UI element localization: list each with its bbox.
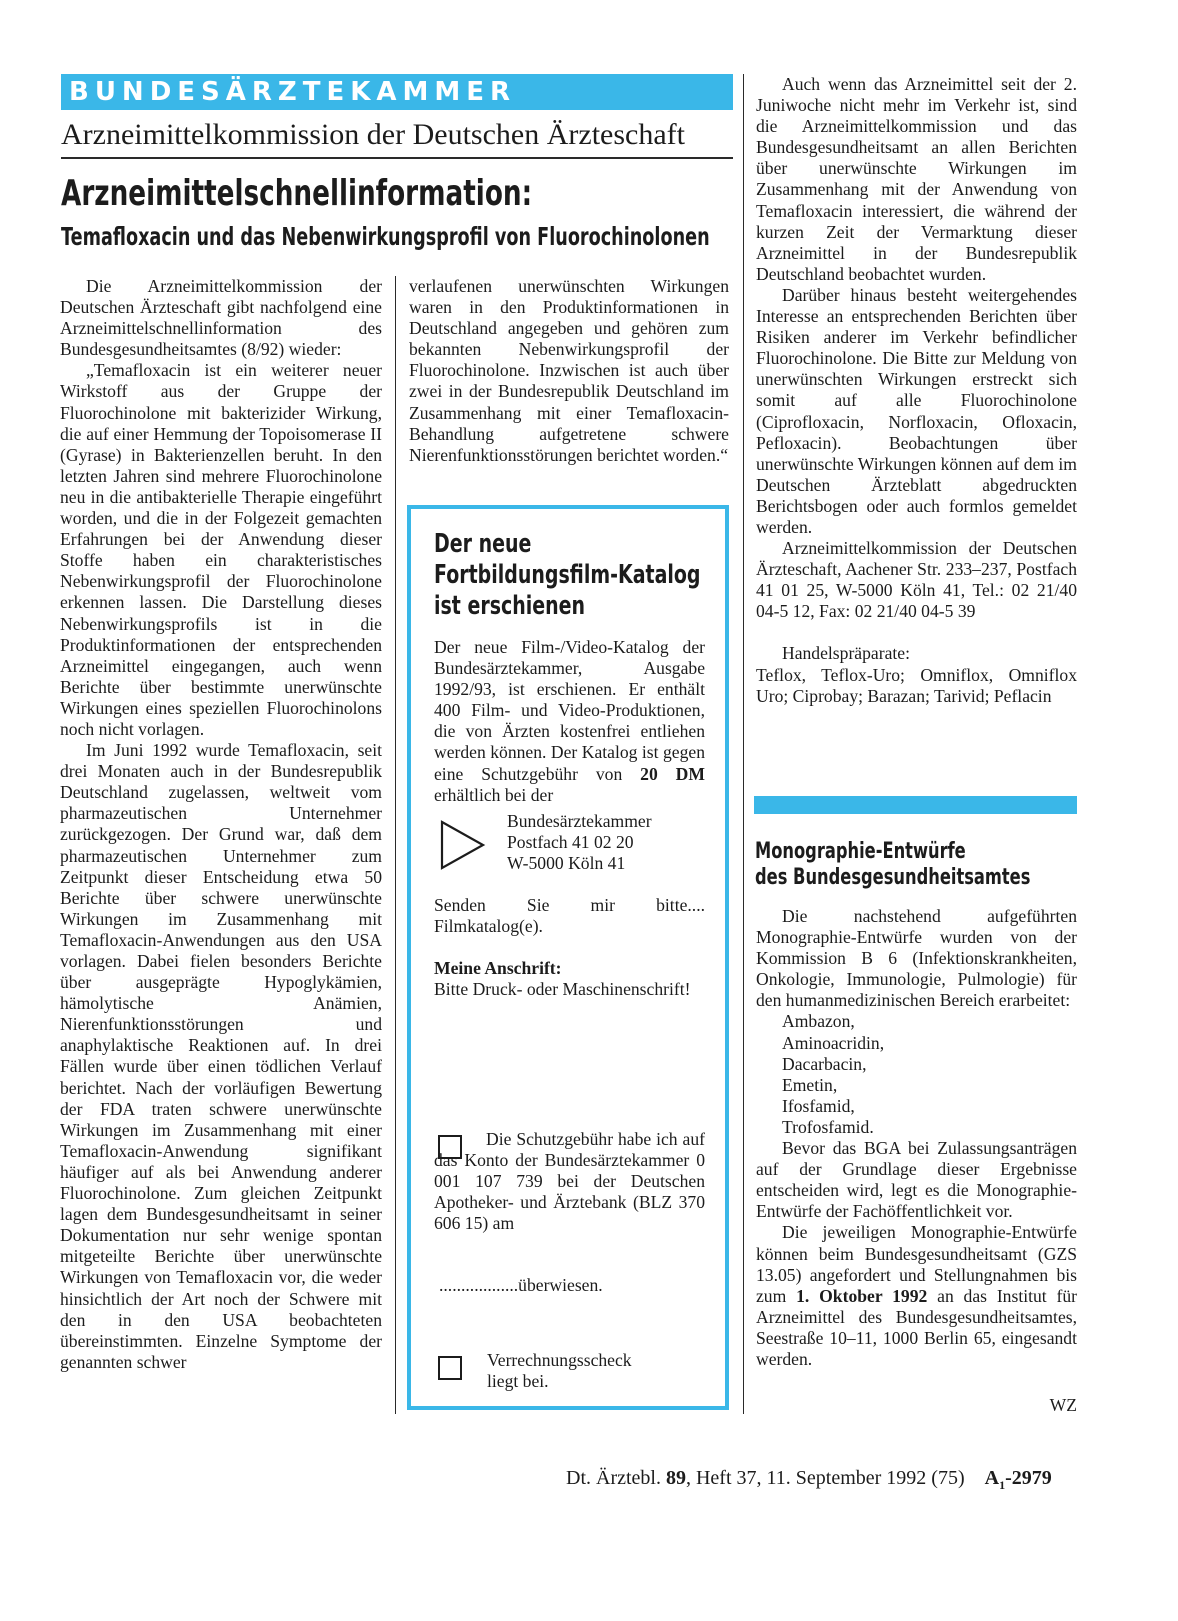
cheque-text: Verrechnungsscheck liegt bei. <box>487 1350 632 1392</box>
my-address-hint: Bitte Druck- oder Maschinenschrift! <box>434 979 691 1000</box>
page-number: $A_1-2979$ <box>984 1467 1052 1492</box>
article-column-2 <box>409 276 729 466</box>
arrow-icon <box>439 819 487 871</box>
bank-transfer-text: Die Schutzgebühr habe ich auf das Konto der Bundesärztekammer 0 001 107 739 bei der Deutschen Apotheker- und Ärztebank (BLZ 370 606 15) am <box>434 1129 705 1234</box>
monograph-list <box>756 1011 1077 1138</box>
monographs-body <box>756 906 1077 1370</box>
monographs-intro: Die nachstehend aufgeführten Monographie-Entwürfe wurden von der Kommission B 6 (Infektionskrankheiten, Onkologie, Immunologie, Pulmologie) für den humanmedizinischen Bereich erarbeitet: <box>756 906 1077 1011</box>
column-divider <box>395 276 396 1414</box>
monographs-paragraph: Bevor das BGA bei Zulassungsanträgen auf der Grundlage dieser Ergebnisse entscheiden wird, legt es die Monographie-Entwürfe der Fachöffentlichkeit vor. <box>756 1138 1077 1222</box>
products-list: Teflox, Teflox-Uro; Omniflox, Omniflox Uro; Ciprobay; Barazan; Tarivid; Peflacin <box>756 664 1077 706</box>
catalog-order-box <box>407 505 729 1410</box>
headline: Arzneimittelschnellinformation: <box>61 173 533 214</box>
journal-volume: 89 <box>665 1467 686 1489</box>
subtitle-rule <box>61 157 733 159</box>
article-column-3 <box>756 74 1077 707</box>
article-paragraph: Im Juni 1992 wurde Temafloxacin, seit drei Monaten auch in der Bundesrepublik Deutschland zugelassen, weltweit vom pharmazeutischen Unternehmer zurückgezogen. Der Grund war, daß dem pharmazeutischen Unternehmer zum Zeitpunkt dieser Entscheidung etwa 50 Berichte über schwere unerwünschte Wirkungen im Zusammenhang mit Temafloxacin-Anwendungen aus den USA vorlagen. Dabei fielen besonders Berichte über ausgeprägte Hypoglykämien, hämolytische Anämien, Nierenfunktionsstörungen und anaphylaktische Reaktionen auf. In drei Fällen wurde über einen tödlichen Verlauf berichtet. Nach der vorläufigen Bewertung der FDA traten schwere unerwünschte Wirkungen im Zusammenhang mit einer Temafloxacin-Anwendung signifikant häufiger auf als bei Anwendung anderer Fluorochinolone. Zum gleichen Zeitpunkt lagen dem Bundesgesundheitsamt in seiner Dokumentation nur sehr wenige spontan mitgeteilte Berichte über unerwünschte Wirkungen von Temafloxacin vor, die weder hinsichtlich der Art noch der Schwere mit den in den USA beobachteten übereinstimmten. Einzelne Symptome der genannten schwer <box>60 740 382 1372</box>
page-footer <box>566 1467 1052 1493</box>
my-address-section <box>434 958 705 1000</box>
header-subtitle: Arzneimittelkommission der Deutschen Ärzteschaft <box>61 118 685 151</box>
column-divider <box>743 74 744 1414</box>
article-paragraph: Darüber hinaus besteht weitergehendes Interesse an entsprechenden Berichten über Risiken anderer im Verkehr befindlicher Fluorochinolone. Die Bitte zur Meldung von unerwünschten Wirkungen erstreckt sich somit auf alle Fluorochinolone (Ciprofloxacin, Norfloxacin, Ofloxacin, Pefloxacin). Beobachtungen über unerwünschte Wirkungen können auf dem im Deutschen Ärzteblatt abgedruckten Berichtsbogen oder auch formlos gemeldet werden. <box>756 284 1077 537</box>
article-paragraph: Die Arzneimittelkommission der Deutschen Ärzteschaft gibt nachfolgend eine Arzneimittelschnellinformation des Bundesgesundheitsamtes (8/92) wieder: <box>60 276 382 360</box>
catalog-address: Bundesärztekammer Postfach 41 02 20 W-5000 Köln 41 <box>507 811 652 874</box>
catalog-title-line: ist erschienen <box>434 591 586 621</box>
article-paragraph: verlaufenen unerwünschten Wirkungen waren in den Produktinformationen in Deutschland angegeben und gehören zum bekannten Nebenwirkungsprofil der Fluorochinolone. Inzwischen ist auch über zwei in der Bundesrepublik Deutschland im Zusammenhang mit einer Temafloxacin-Behandlung aufgetretene schwere Nierenfunktionsstörungen berichtet worden.“ <box>409 276 729 465</box>
monographs-title-line: des Bundesgesundheitsamtes <box>755 865 1031 890</box>
catalog-title-line: Der neue <box>434 529 532 559</box>
list-item: Trofosfamid. <box>782 1116 874 1137</box>
catalog-title-line: Fortbildungsfilm-Katalog <box>434 560 701 590</box>
subheadline: Temafloxacin und das Nebenwirkungsprofil von Fluorochinolonen <box>61 222 710 251</box>
cheque-checkbox[interactable] <box>438 1356 462 1380</box>
section-label: BUNDESÄRZTEKAMMER <box>69 77 517 107</box>
transfer-date-line: ..................überwiesen. <box>439 1275 603 1295</box>
list-item: Ifosfamid, <box>782 1095 855 1116</box>
author-signature: WZ <box>1049 1395 1077 1415</box>
monographs-banner <box>754 796 1077 814</box>
article-column-1 <box>60 276 382 1373</box>
deadline-date: 1. Oktober 1992 <box>796 1285 928 1306</box>
section-banner <box>61 74 733 110</box>
article-paragraph: Arzneimittelkommission der Deutschen Ärzteschaft, Aachener Str. 233–237, Postfach 41 01 25, W-5000 Köln 41, Tel.: 02 21/40 04-5 12, Fax: 02 21/40 04-5 39 <box>756 538 1077 622</box>
article-paragraph: Auch wenn das Arzneimittel seit der 2. Juniwoche nicht mehr im Verkehr ist, sind die Arzneimittelkommission und das Bundesgesundheitsamt an allen Berichten über unerwünschte Wirkungen im Zusammenhang mit der Anwendung von Temafloxacin interessiert, die während der kurzen Zeit der Vermarktung dieser Arzneimittel in der Bundesrepublik Deutschland beobachtet wurden. <box>756 74 1077 284</box>
list-item: Aminoacridin, <box>782 1032 885 1053</box>
list-item: Ambazon, <box>782 1011 855 1032</box>
catalog-fee: 20 DM <box>640 763 705 784</box>
catalog-order-text: Senden Sie mir bitte.... Filmkatalog(e). <box>434 895 705 937</box>
journal-name: Dt. Ärztebl. <box>566 1467 661 1489</box>
monographs-title-line: Monographie-Entwürfe <box>755 839 966 864</box>
products-label: Handelspräparate: <box>782 643 910 664</box>
article-paragraph: „Temafloxacin ist ein weiterer neuer Wirkstoff aus der Gruppe der Fluorochinolone mit bakterizider Wirkung, die auf einer Hemmung der Topoisomerase II (Gyrase) in Bakterienzellen beruht. In den letzten Jahren sind mehrere Fluorochinolone neu in die antibakterielle Therapie eingeführt worden, und die in der Folgezeit gemachten Erfahrungen bei der Anwendung dieser Stoffe haben ein charakteristisches Nebenwirkungsprofil der Fluorochinolone erkennen lassen. Die Darstellung dieses Nebenwirkungsprofils ist in die Produktinformationen der entsprechenden Arzneimittel eingegangen, auch wenn Berichte über bestimmte unerwünschte Wirkungen eines speziellen Fluorochinolons noch nicht vorlagen. <box>60 360 382 739</box>
monographs-paragraph: Die jeweiligen Monographie-Entwürfe können beim Bundesgesundheitsamt (GZS 13.05) angefordert und Stellungnahmen bis zum 1. Oktober 1992 an das Institut für Arzneimittel des Bundesgesundheitsamtes, Seestraße 10–11, 1000 Berlin 65, eingesandt werden. <box>756 1222 1077 1369</box>
journal-issue: , Heft 37, 11. September 1992 (75) <box>685 1467 965 1489</box>
list-item: Dacarbacin, <box>782 1053 867 1074</box>
my-address-label: Meine Anschrift: <box>434 958 562 978</box>
catalog-description: Der neue Film-/Video-Katalog der Bundesärztekammer, Ausgabe 1992/93, ist erschienen. Er enthält 400 Film- und Video-Produktionen, die von Ärzten kostenfrei entliehen werden können. Der Katalog ist gegen eine Schutzgebühr von 20 DM erhältlich bei der <box>434 637 705 805</box>
list-item: Emetin, <box>782 1074 838 1095</box>
